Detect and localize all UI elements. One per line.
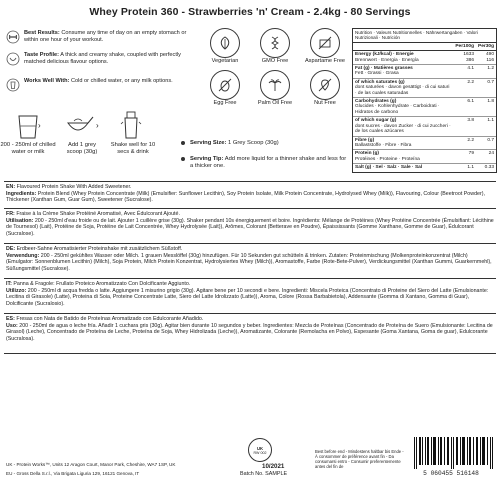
palm-oil-free-label: Palm Oil Free [257, 100, 293, 106]
best-before-text: Best before end - Mindestens haltbar bis Ende - À consommer de préférence avant fin - Da consumarsi entro - Consumir preferentemente antes del fin de [315, 449, 404, 469]
barcode-number: 5 060455 516148 [423, 470, 479, 477]
tongue-icon [6, 52, 20, 66]
barcode-icon [412, 437, 496, 469]
nutrition-table [352, 28, 497, 173]
nutrition-row: Salt (g) · Sel · Salz · Sale · Sal 1.1 0.33 [355, 165, 494, 171]
shaker-icon [6, 78, 20, 92]
palm-oil-free-badge-icon [260, 70, 290, 100]
nutrition-row: Fat (g) · Matières grasses Fett · Grassi · Grasa 4.1 1.2 [355, 66, 494, 77]
divider [4, 243, 496, 244]
nutrition-row: of which saturates (g) dont saturées · davon gesättigt · di cui saturi · de las cuales saturadas 2.2 0.7 [355, 79, 494, 96]
batch-number: Batch No. SAMPLE [240, 471, 288, 477]
nutrition-row: of which sugar (g) dont sucres · davon Zucker · di cui zuccheri · de los cuales azúcares 3.8 1.1 [355, 118, 494, 135]
health-mark-code: RW 002 [253, 450, 267, 455]
uk-address: UK - Protein Works™, Units 12 Aragon Court, Manor Park, Cheshire, WA7 1SP, UK [6, 462, 176, 467]
vegetarian-badge-icon [210, 28, 240, 58]
dietary-badges [200, 28, 350, 106]
eu-address: EU - Gross Della S.r.l., Via Brigata Liguria 129, 16121 Genova, IT [6, 471, 140, 476]
step-3-text: Shake well for 10 secs & drink [110, 142, 156, 155]
section-es: ES: Fresas con Nata de Batido de Proteínas Aromatizado con Edulcorante Añadido. Uso: 200 - 250ml de agua o leche fría. Añadir 1 cuchara gris (30g). Agitar bien durante 10 segundos y beber. Ingredientes: Mezcla de Proteínas (Concentrado de Proteína de Suero (Emulsionante: Lecitina de Girasol) (Leche), Concentrado de Proteína de Leche, Proteína de Soja, Whey Hidrolizada (Leche)), Aromatizante, Colorante (Remolacha en Polvo), Espesante (Goma Xantana, Goma de guar), Edulcorante (Sucralosa). [6, 316, 493, 342]
shaker-bottle-icon [120, 110, 142, 140]
serving-size-value: 1 Grey Scoop (30g) [228, 140, 279, 146]
divider [4, 353, 496, 354]
nut-free-label: Nut Free [314, 100, 336, 106]
best-results-text: Consume any time of day on an empty stomach or within one hour of your workout. [24, 30, 187, 43]
serving-tip-label: Serving Tip: [190, 156, 224, 162]
health-mark-country: UK [256, 445, 264, 451]
aspartame-free-badge-icon [310, 28, 340, 58]
gmo-free-badge-icon [260, 28, 290, 58]
egg-free-badge-icon [210, 70, 240, 100]
bullet-icon [180, 140, 186, 146]
product-title: Whey Protein 360 - Strawberries 'n' Cream - 2.4kg - 80 Servings [89, 6, 411, 18]
health-mark-oval [248, 438, 272, 462]
bullet-icon [180, 156, 186, 162]
col-per30g: Per30g [478, 43, 494, 49]
taste-profile-label: Taste Profile: [24, 52, 60, 58]
scoop-icon [66, 113, 94, 140]
taste-profile-row [6, 52, 198, 66]
gmo-free-label: GMO Free [261, 58, 289, 64]
arrow-icon: › [38, 121, 41, 130]
best-results-label: Best Results: [24, 30, 60, 36]
serving-size-row [190, 140, 350, 147]
nutrition-row: Carbohydrates (g) Glucides · Kohlenhydrate · Carboidrati · Hidratos de carbono 6.1 1.8 [355, 99, 494, 115]
divider [4, 181, 496, 182]
step-1-text: 200 - 250ml of chilled water or milk [0, 142, 56, 155]
vegetarian-label: Vegetarian [211, 58, 239, 64]
section-it: IT: Panna & Fragole: Frullato Proteico Aromatizzato Con Dolcificante Aggiunto. Utilizzo: 200 - 250ml di acqua fredda o latte. Aggiungere 1 misurino grigio (30g). Agitare bene per 10 secondi e bere. Ingredienti: Miscela Proteica (Concentrato di Proteine del Siero del Latte (Emulsionante: Lecitina di Girasole) (Latte), Proteina di Soia, Proteine Concentrate Latte, Siero del Latte Idrolizzato (Latte)), Aroma, Colore (Rossa Barbabietola), Addensante (Gomma di Xantano, Gomma di Guar), Dolcificante (Sucralosio). [6, 281, 489, 307]
egg-free-label: Egg Free [213, 100, 237, 106]
glass-icon [16, 114, 40, 140]
col-per100g: Per100g [455, 43, 474, 49]
best-before-date: 10/2021 [262, 463, 285, 470]
divider [4, 278, 496, 279]
nutrition-row: Protein (g) Protéines · Proteine · Proteína 79 24 [355, 151, 494, 162]
serving-tip-row [190, 156, 350, 170]
section-fr: FR: Fraise à la Crème Shake Protéiné Aromatisé, Avec Édulcorant Ajouté. Utilisation: 200 - 250ml d'eau froide ou de lait. Ajouter 1 cuillère grise (30g). Shaker pendant 10s énergiquement et boire. Ingrédients: Mélange de Protéines (Whey Protéine Concentrée (Émulsifiant: Lécithine de Tournesol) (Lait), Protéine de Soja, Protéine de Lait Concentrée, Whey Hydrolysée (Lait)), Arômes, Colorant (Betterave en Poudre), Épaississants (Gomme Xanthane, Gomme de Guar), Édulcorant (Sucralose). [6, 211, 494, 237]
nutrition-row: Fibre (g) Ballaststoffe · Fibre · Fibra 2.2 0.7 [355, 137, 494, 148]
dumbbell-icon [6, 30, 20, 44]
works-well-row [6, 78, 198, 92]
best-results-row [6, 30, 198, 44]
taste-profile-text: A thick and creamy shake, coupled with perfectly matched delicious flavour options. [24, 52, 181, 65]
section-de: DE: Erdbeer-Sahne Aromatisierter Proteinshake mit zusätzlichem Süßstoff. Verwendung: 200 - 250ml gekühltes Wasser oder Milch. 1 grauen Messlöffel (30g) hinzufügen. Für 10 Sekunden gut schütteln & trinken. Zutaten: Proteinmischung (Molkenproteinkonzentrat (Milch) (Emulgator: Sonnenblumen Lecithin) (Milch), Soja Protein, Milch Protein Konzentrat, Hydrolysiertes Whey (Milch)), Aromastoffe, Farbe (Rote-Bete-Pulver), Verdickungsmittel (Xanthan Gummi, Guarkernmehl), Süßungsmittel (Sucralose). [6, 246, 492, 272]
works-well-text: Cold or chilled water, or any milk options. [71, 78, 173, 84]
step-2-text: Add 1 grey scoop (30g) [66, 142, 98, 155]
nutrition-header: Nutrition · Valeurs Nutritionnelles · Nährwertangaben · Valori Nutrizionali · Nutrición [355, 30, 478, 41]
nut-free-badge-icon [310, 70, 340, 100]
arrow-icon: › [96, 121, 99, 130]
serving-size-label: Serving Size: [190, 140, 227, 146]
section-en: EN: Flavoured Protein Shake With Added Sweetener. Ingredients: Protein Blend (Whey Protein Concentrate (Milk) (Emulsifier: Sunflower Lecithin), Soy Protein Isolate, Milk Protein Concentrate, Hydrolysed Whey (Milk)), Flavouring, Colour (Beetroot Powder), Thickener (Xanthan Gum, Guar Gum), Sweetener (Sucralose). [6, 184, 485, 204]
aspartame-free-label: Aspartame Free [304, 58, 346, 64]
divider [4, 313, 496, 314]
serving-tip-value: Add more liquid for a thinner shake and less for a thicker one. [190, 156, 347, 169]
divider [4, 208, 496, 209]
nutrition-row: Energy (kJ/kcal) · Energie Brennwert · Energia · Energía 1633 386 490 116 [355, 52, 494, 63]
works-well-label: Works Well With: [24, 78, 70, 84]
